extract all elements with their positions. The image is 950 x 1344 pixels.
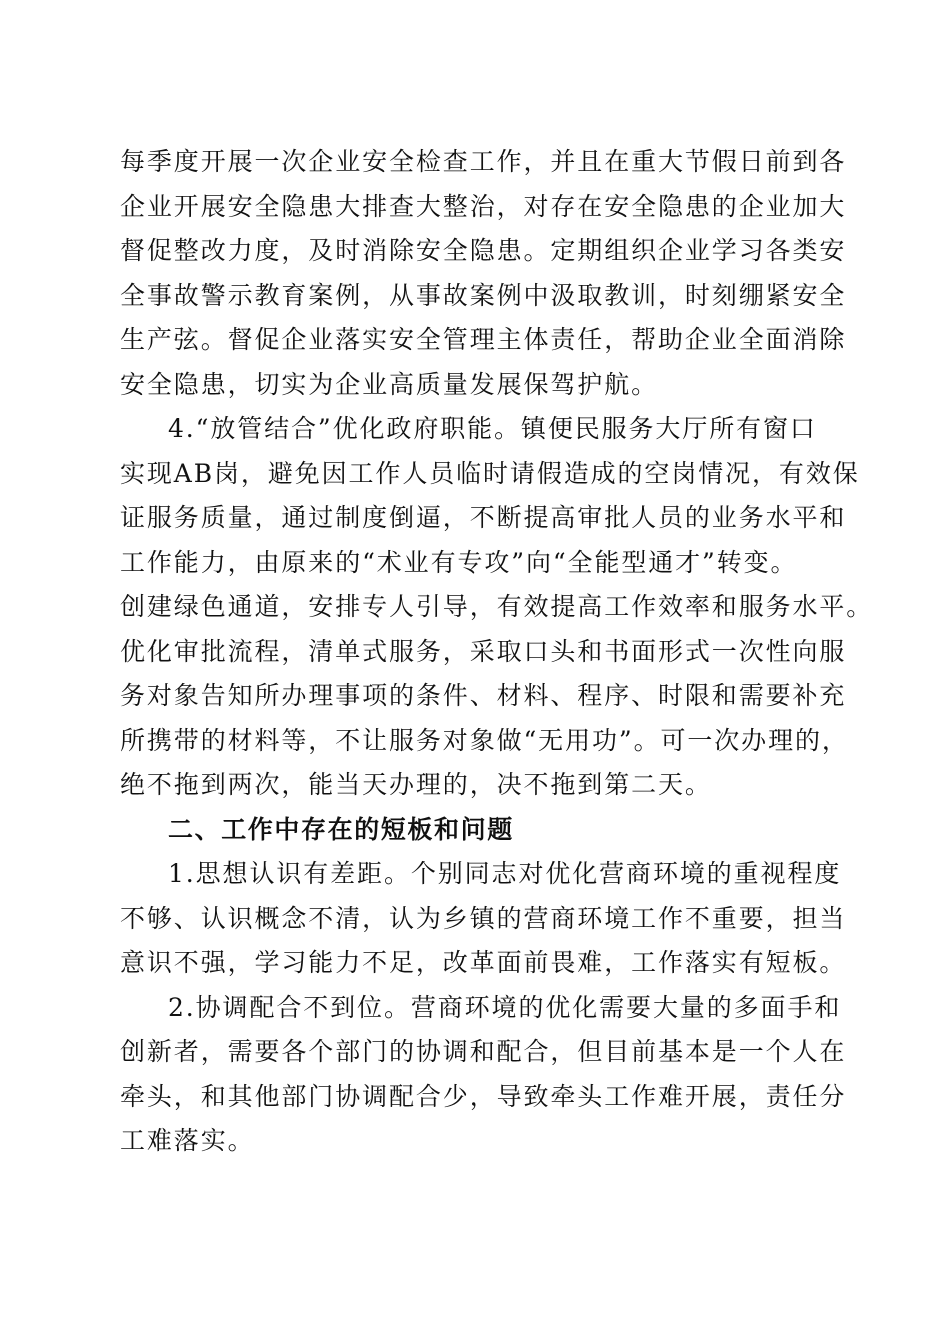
text-line: 每季度开展一次企业安全检查工作，并且在重大节假日前到各 — [120, 147, 847, 176]
text-line: 不够、认识概念不清，认为乡镇的营商环境工作不重要，担当 — [120, 903, 847, 933]
text-line: 督促整改力度，及时消除安全隐患。定期组织企业学习各类安 — [120, 236, 847, 265]
text-line: 务对象告知所办理事项的条件、材料、程序、时限和需要补充 — [120, 681, 847, 710]
text-line: 工难落实。 — [120, 1126, 255, 1155]
text-line: 工作能力，由原来的“术业有专攻”向“全能型通才”转变。 — [120, 547, 798, 577]
text-line: 生产弦。督促企业落实安全管理主体责任，帮助企业全面消除 — [120, 325, 847, 354]
text-line: 创建绿色通道，安排专人引导，有效提高工作效率和服务水平。 — [120, 592, 874, 621]
paragraph-start-line: 1.思想认识有差距。个别同志对优化营商环境的重视程度 — [168, 859, 842, 888]
text-line: 创新者，需要各个部门的协调和配合，但目前基本是一个人在 — [120, 1037, 847, 1066]
paragraph-start-line: 4.“放管结合”优化政府职能。镇便民服务大厅所有窗口 — [168, 414, 817, 443]
text-line: 所携带的材料等，不让服务对象做“无用功”。可一次办理的， — [120, 725, 849, 755]
text-line: 绝不拖到两次，能当天办理的，决不拖到第二天。 — [120, 770, 712, 799]
text-line: 全事故警示教育案例，从事故案例中汲取教训，时刻绷紧安全 — [120, 280, 847, 310]
text-line: 牵头，和其他部门协调配合少，导致牵头工作难开展，责任分 — [120, 1081, 847, 1111]
text-line: 实现AB岗，避免因工作人员临时请假造成的空岗情况，有效保 — [120, 458, 860, 488]
document-body — [120, 140, 874, 1164]
text-line: 意识不强，学习能力不足，改革面前畏难，工作落实有短板。 — [120, 948, 847, 977]
text-line: 企业开展安全隐患大排查大整治，对存在安全隐患的企业加大 — [120, 191, 847, 221]
section-heading: 二、工作中存在的短板和问题 — [168, 814, 514, 844]
text-line: 优化审批流程，清单式服务，采取口头和书面形式一次性向服 — [120, 636, 847, 666]
text-line: 安全隐患，切实为企业高质量发展保驾护航。 — [120, 369, 659, 399]
paragraph-start-line: 2.协调配合不到位。营商环境的优化需要大量的多面手和 — [168, 992, 842, 1022]
text-line: 证服务质量，通过制度倒逼，不断提高审批人员的业务水平和 — [120, 503, 847, 532]
